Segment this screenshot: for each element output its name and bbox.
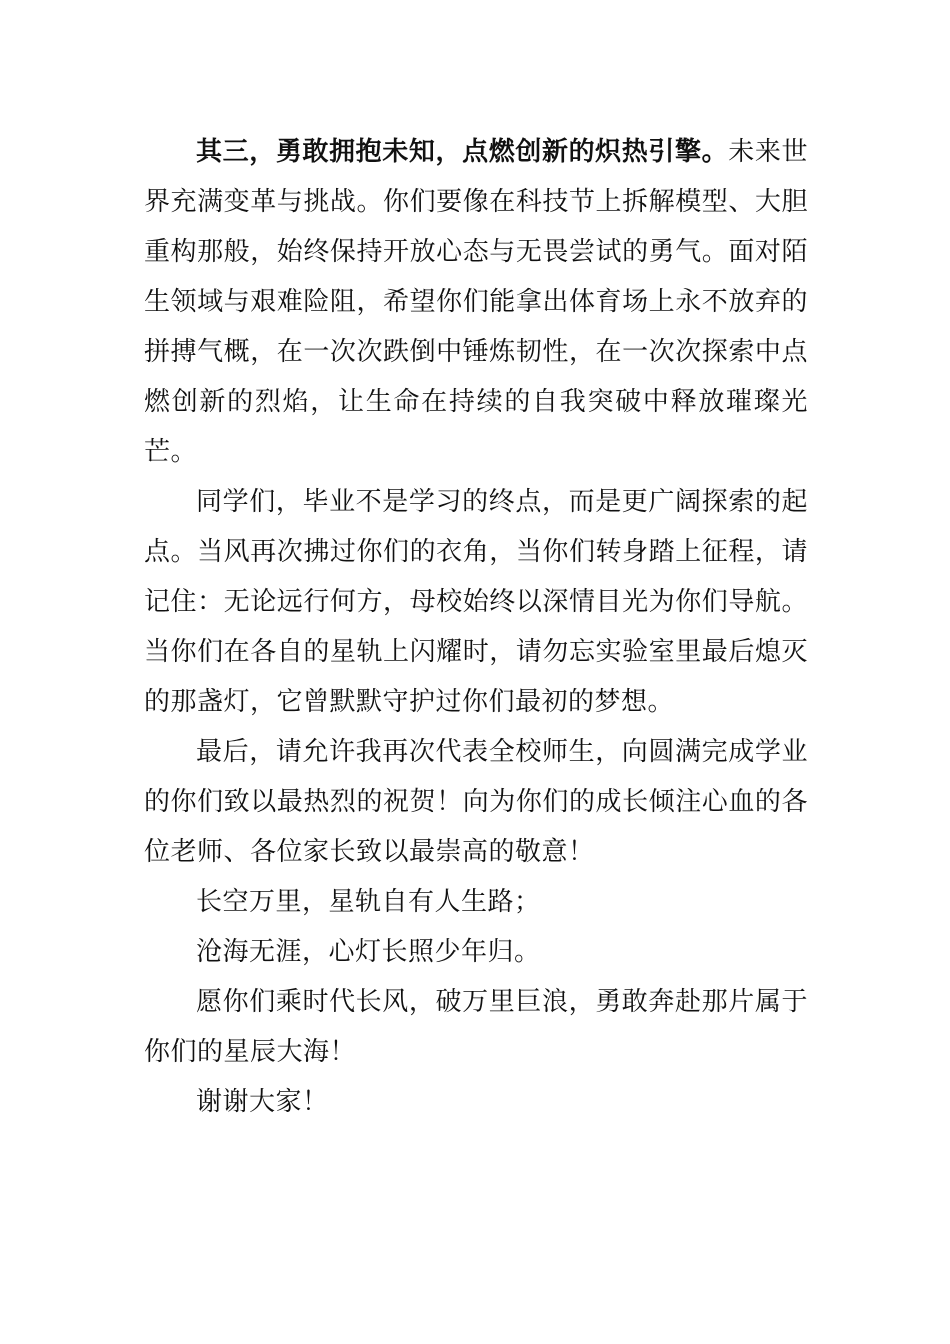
paragraph-innovation xyxy=(144,127,808,477)
paragraph-text: 长空万里，星轨自有人生路； xyxy=(196,887,541,917)
paragraph-wishes xyxy=(144,977,808,1077)
couplet-line-1 xyxy=(144,877,808,927)
paragraph-text: 未来世界充满变革与挑战。你们要像在科技节上拆解模型、大胆重构那般，始终保持开放心态与无畏尝试的勇气。面对陌生领域与艰难险阻，希望你们能拿出体育场上永不放弃的拼搏气概，在一次次跌倒中锤炼韧性，在一次次探索中点燃创新的烈焰，让生命在持续的自我突破中释放璀璨光芒。 xyxy=(144,137,808,467)
paragraph-text: 沧海无涯，心灯长照少年归。 xyxy=(196,937,541,967)
document-body xyxy=(144,127,808,1127)
paragraph-text: 最后，请允许我再次代表全校师生，向圆满完成学业的你们致以最热烈的祝贺！向为你们的成长倾注心血的各位老师、各位家长致以最崇高的敬意！ xyxy=(144,737,808,867)
paragraph-heading: 其三，勇敢拥抱未知，点燃创新的炽热引擎。 xyxy=(196,137,729,167)
paragraph-text: 愿你们乘时代长风，破万里巨浪，勇敢奔赴那片属于你们的星辰大海！ xyxy=(144,987,808,1067)
paragraph-graduation xyxy=(144,477,808,727)
paragraph-text: 谢谢大家！ xyxy=(196,1087,329,1117)
couplet-line-2 xyxy=(144,927,808,977)
paragraph-congratulations xyxy=(144,727,808,877)
paragraph-text: 同学们，毕业不是学习的终点，而是更广阔探索的起点。当风再次拂过你们的衣角，当你们转身踏上征程，请记住：无论远行何方，母校始终以深情目光为你们导航。当你们在各自的星轨上闪耀时，请勿忘实验室里最后熄灭的那盏灯，它曾默默守护过你们最初的梦想。 xyxy=(144,487,808,717)
paragraph-thanks xyxy=(144,1077,808,1127)
